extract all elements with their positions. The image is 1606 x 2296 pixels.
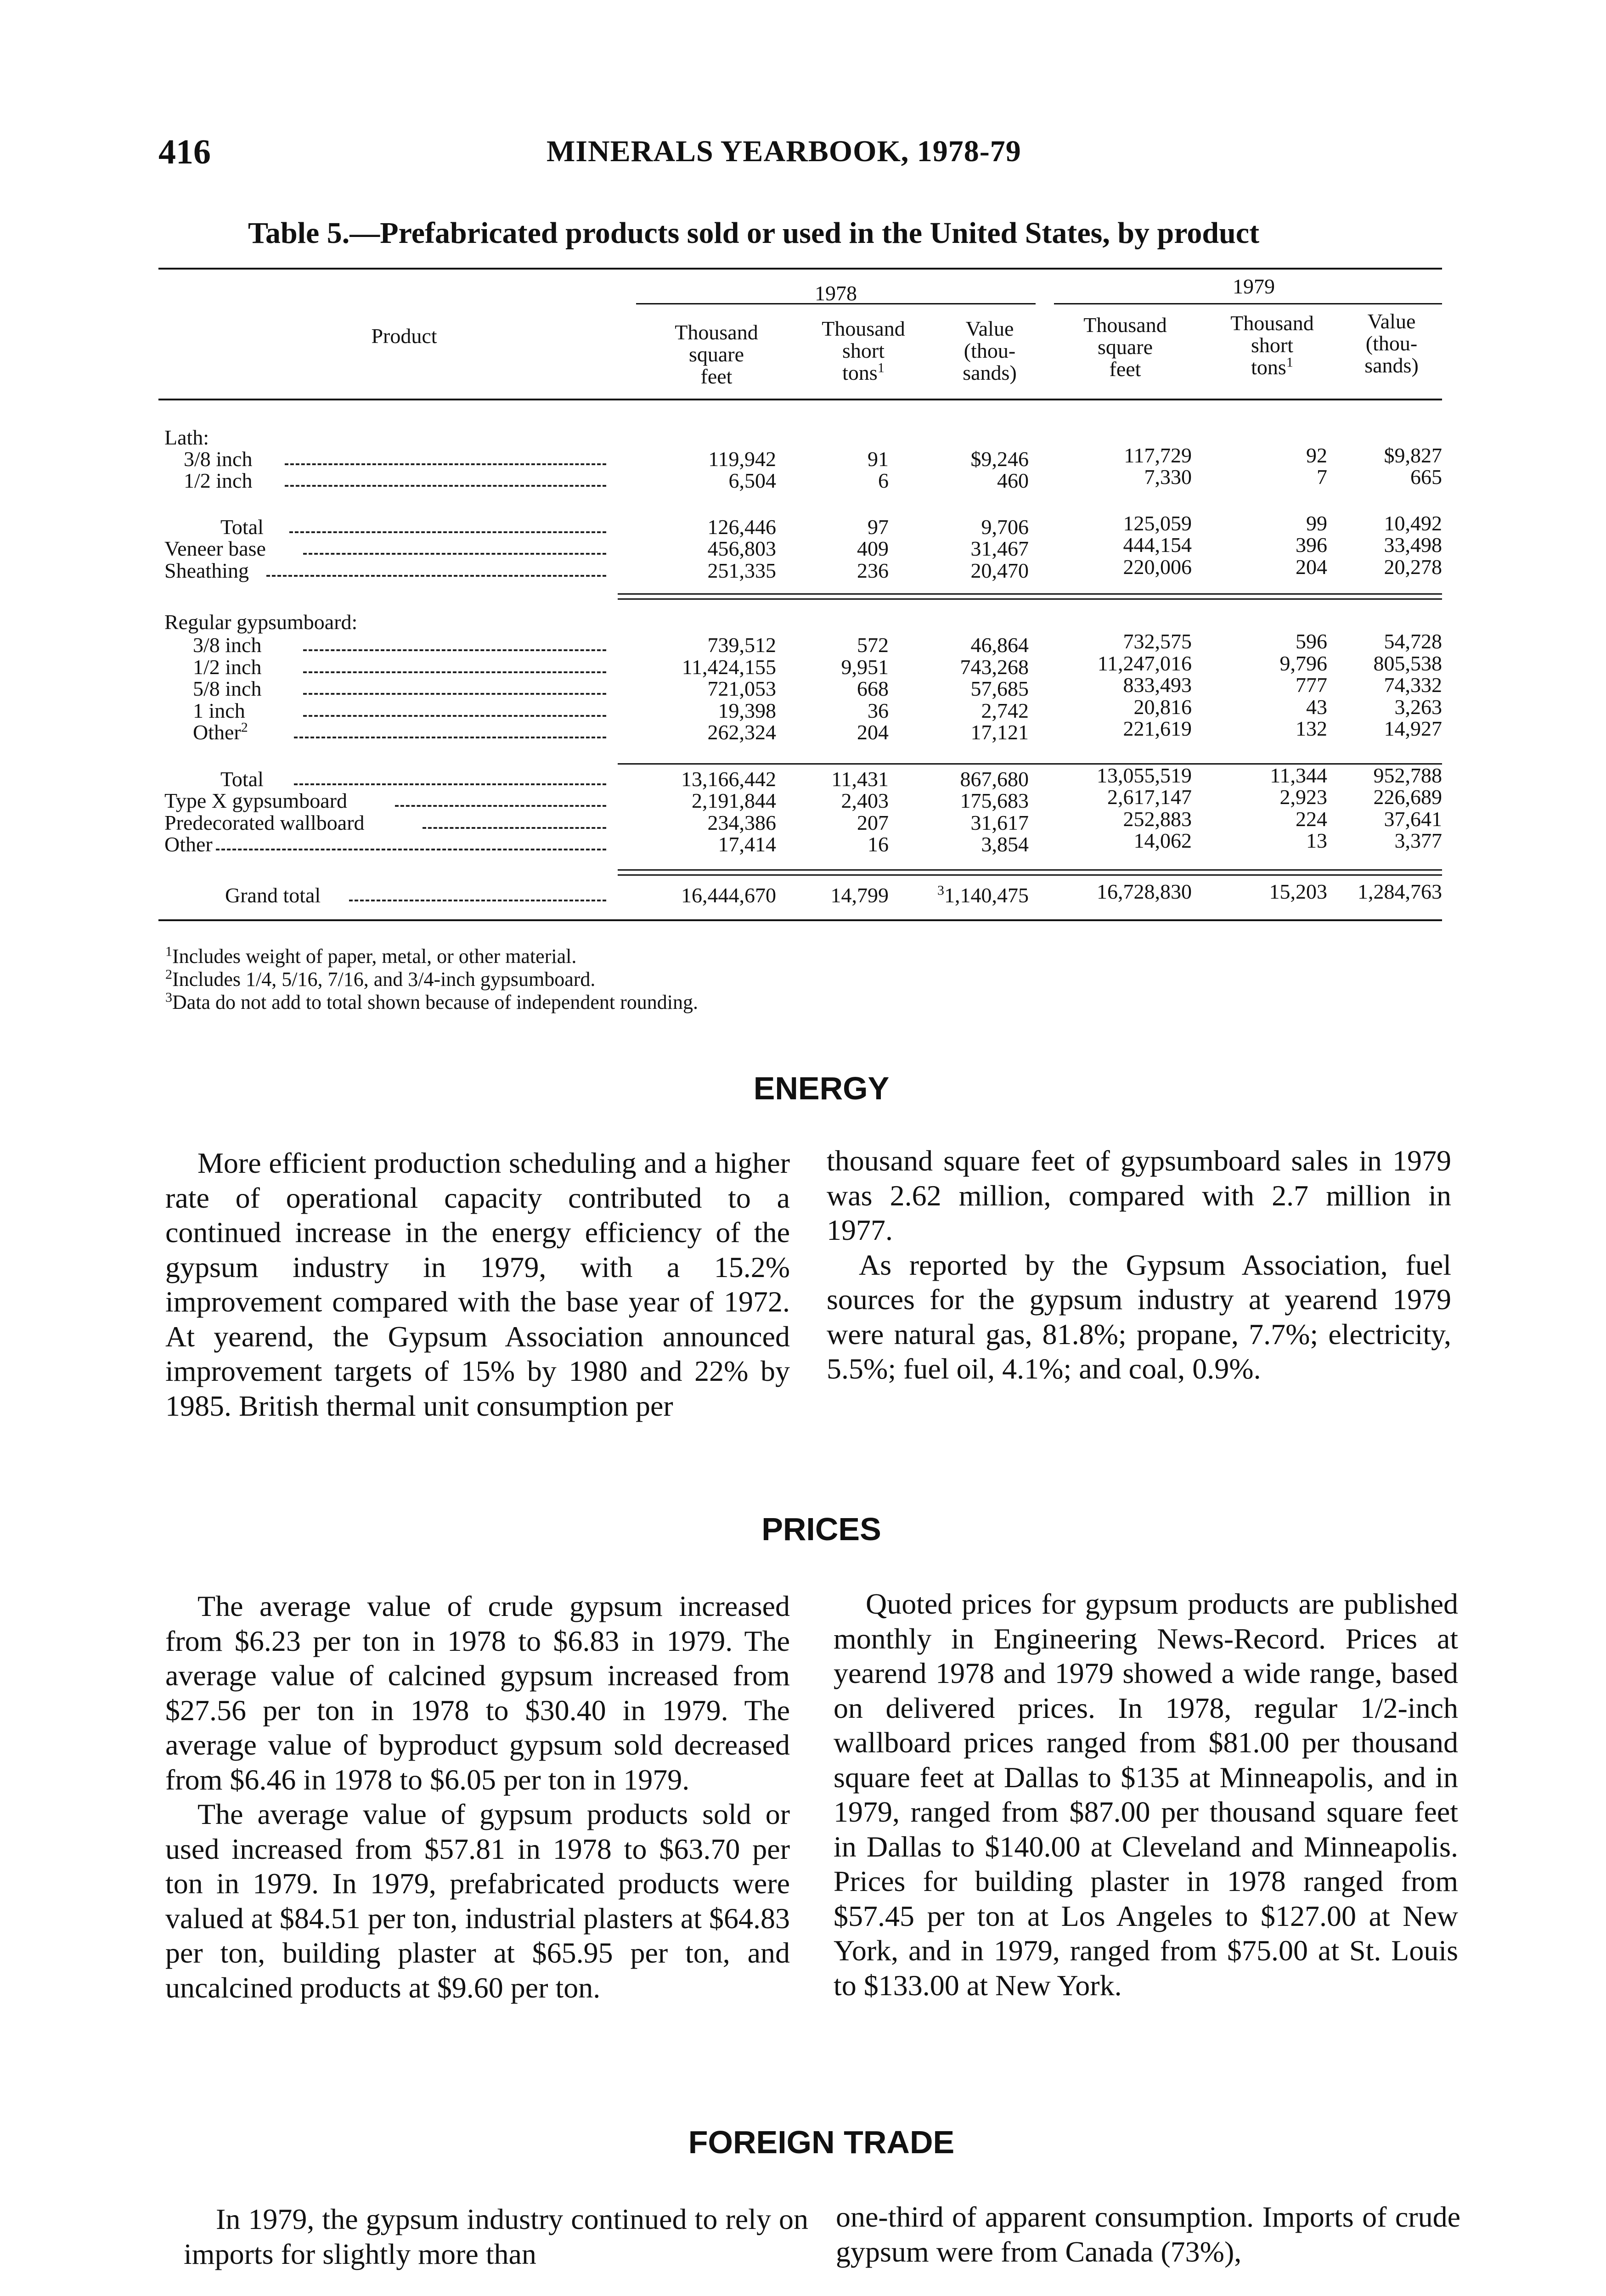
table-cell: 456,803 (707, 537, 776, 560)
prices-right-column (834, 1587, 1458, 2003)
table-cell: 668 (857, 677, 889, 700)
table-cell: 236 (857, 559, 889, 582)
table-cell: 175,683 (960, 789, 1029, 812)
table-cell: 2,617,147 (1107, 785, 1192, 809)
table-cell: 207 (857, 811, 889, 834)
table-cell: $9,827 (1384, 444, 1442, 467)
foreign-trade-right-column (836, 2200, 1460, 2269)
table-cell: 777 (1296, 673, 1327, 697)
foreign-trade-paragraph-2: one-third of apparent consumption. Imports of crude gypsum were from Canada (73%), (836, 2200, 1460, 2268)
row-label: Veneer base (164, 537, 266, 560)
table-cell: 396 (1296, 533, 1327, 557)
table-cell: 125,059 (1123, 512, 1192, 535)
table-cell: 97 (868, 515, 889, 539)
table-cell: 92 (1306, 444, 1327, 467)
table-cell: 11,344 (1270, 764, 1327, 787)
table-cell: $9,246 (970, 447, 1029, 471)
table-cell: 460 (997, 469, 1029, 492)
table-cell: 596 (1296, 630, 1327, 653)
section-rule-3 (618, 869, 1442, 871)
col-header-sqft-1979: Thousand square feet (1083, 313, 1167, 381)
leader-dots (423, 825, 606, 829)
section-rule-3b (618, 874, 1442, 876)
col-header-value-1979: Value (thou- sands) (1364, 310, 1419, 377)
table-cell: 221,619 (1123, 717, 1192, 740)
table-cell: 251,335 (707, 559, 776, 582)
table-cell: 14,062 (1133, 829, 1192, 852)
row-label: 3/8 inch (184, 447, 253, 471)
table-cell: 36 (868, 699, 889, 722)
footnote-3: $^3$Data do not add to total shown because of independent rounding. (165, 990, 698, 1013)
row-label: 3/8 inch (193, 633, 262, 657)
table-cell: 6,504 (728, 469, 776, 492)
table-cell: 11,431 (831, 767, 889, 791)
table-cell: 3,377 (1394, 829, 1442, 852)
table-cell: 16 (868, 833, 889, 856)
row-label: 1 inch (193, 699, 245, 722)
row-label: Total (220, 767, 264, 791)
table-cell: 37,641 (1384, 807, 1442, 831)
table-cell: 7,330 (1144, 465, 1192, 489)
table-cell: 2,403 (841, 789, 889, 812)
col-header-value-1978: Value (thou- sands) (963, 317, 1017, 384)
row-label: 1/2 inch (184, 469, 253, 492)
table-cell: 2,742 (981, 699, 1029, 722)
table-cell: 132 (1296, 717, 1327, 740)
table-cell: 952,788 (1373, 764, 1442, 787)
energy-paragraph-3: As reported by the Gypsum Association, fuel sources for the gypsum industry at yearend 1979 were natural gas, 81.8%; propane, 7.7%; electricity, 5.5%; fuel oil, 4.1%; and coal, 0.9%. (827, 1248, 1451, 1385)
col-header-tons-1979: Thousand short tons$^1$ (1230, 311, 1314, 379)
year-1979-rule (1054, 303, 1442, 304)
leader-dots (285, 483, 606, 487)
table-cell: 1,284,763 (1358, 880, 1442, 903)
table-cell: 57,685 (970, 677, 1029, 700)
footnote-1: $^1$Includes weight of paper, metal, or other material. (165, 944, 577, 968)
leader-dots (294, 782, 606, 785)
energy-heading: ENERGY (753, 1070, 890, 1106)
table-title: Table 5.—Prefabricated products sold or used in the United States, by product (248, 216, 1260, 250)
header-bottom-rule (158, 399, 1442, 400)
table-cell: 833,493 (1123, 673, 1192, 697)
table-cell: 11,424,155 (682, 655, 776, 679)
table-top-rule (158, 268, 1442, 270)
leader-dots (303, 647, 606, 651)
table-cell: 9,796 (1279, 652, 1327, 675)
table-cell: 220,006 (1123, 555, 1192, 579)
row-label: 5/8 inch (193, 677, 262, 700)
table-cell: 732,575 (1123, 630, 1192, 653)
energy-right-column (827, 1143, 1451, 1386)
table-cell: 119,942 (708, 447, 776, 471)
row-label: Other$^2$ (193, 720, 248, 744)
prices-left-column (165, 1589, 790, 2005)
table-cell: 262,324 (707, 720, 776, 744)
row-label: Sheathing (164, 559, 249, 582)
table-cell: 43 (1306, 695, 1327, 719)
prices-paragraph-1: The average value of crude gypsum increased from $6.23 per ton in 1978 to $6.83 in 1979. The average value of calcined gypsum increased from $27.56 per ton in 1978 to $30.40 in 1979. The average value of byproduct gypsum sold decreased from $6.46 in 1978 to $6.05 per ton in 1979. (165, 1590, 790, 1796)
table-cell: 867,680 (960, 767, 1029, 791)
table-cell: 7 (1317, 465, 1327, 489)
leader-dots (303, 691, 606, 695)
footnote-2: $^2$Includes 1/4, 5/16, 7/16, and 3/4-inch gypsumboard. (165, 967, 596, 990)
table-cell: 226,689 (1373, 785, 1442, 809)
table-cell: 3,263 (1394, 695, 1442, 719)
section-rule-1b (618, 598, 1442, 600)
table-cell: 54,728 (1384, 630, 1442, 653)
table-cell: 444,154 (1123, 533, 1192, 557)
table-cell: 572 (857, 633, 889, 657)
energy-left-column (165, 1146, 790, 1423)
leader-dots (395, 803, 606, 807)
leader-dots (303, 670, 606, 673)
table-cell: 739,512 (707, 633, 776, 657)
energy-paragraph-1: More efficient production scheduling and a higher rate of operational capacity contributed to a continued increase in the energy efficiency of the gypsum industry in 1979, with a 15.2% improvement compared with the base year of 1972. At yearend, the Gypsum Association announced improvement targets of 15% by 1980 and 22% by 1985. British thermal unit consumption per (165, 1147, 790, 1422)
prices-paragraph-2: The average value of gypsum products sold or used increased from $57.81 in 1978 to $63.70 per ton in 1979. In 1979, prefabricated products were valued at $84.51 per ton, industrial plasters at $64.83 per ton, building plaster at $65.95 per ton, and uncalcined products at $9.60 per ton. (165, 1798, 790, 2004)
product-header: Product (371, 324, 437, 348)
row-label: Grand total (225, 884, 321, 907)
leader-dots (289, 529, 606, 533)
table-cell: 805,538 (1373, 652, 1442, 675)
prices-paragraph-3: Quoted prices for gypsum products are published monthly in Engineering News-Record. Prices at yearend 1978 and 1979 showed a wide range, based on delivered prices. In 1978, regular 1/2-inch wallboard prices ranged from $81.00 per thousand square feet at Dallas to $135 at Minneapolis, and in 1979, ranged from $87.00 per thousand square feet in Dallas to $140.00 at Cleveland and Minneapolis. Prices for building plaster in 1978 ranged from $57.45 per ton at Los Angeles to $127.00 at New York, and in 1979, ranged from $75.00 at St. Louis to $133.00 at New York. (834, 1587, 1458, 2002)
table-cell: 252,883 (1123, 807, 1192, 831)
table-cell: 204 (857, 720, 889, 744)
table-cell: 234,386 (707, 811, 776, 834)
table-cell: 2,191,844 (692, 789, 776, 812)
running-title: MINERALS YEARBOOK, 1978-79 (547, 135, 1021, 168)
table-cell: 224 (1296, 807, 1327, 831)
col-header-sqft-1978: Thousand square feet (675, 321, 758, 388)
table-cell: 11,247,016 (1097, 652, 1192, 675)
table-cell: 409 (857, 537, 889, 560)
leader-dots (303, 713, 606, 717)
year-1978-header: 1978 (815, 281, 857, 305)
leader-dots (216, 847, 606, 850)
leader-dots (285, 461, 606, 465)
foreign-trade-left-column (184, 2202, 808, 2271)
table-cell: 13,055,519 (1097, 764, 1192, 787)
table-cell: 126,446 (707, 515, 776, 539)
table-cell: 74,332 (1384, 673, 1442, 697)
table-cell: 16,728,830 (1097, 880, 1192, 903)
table-cell: 91 (868, 447, 889, 471)
table-cell: 33,498 (1384, 533, 1442, 557)
leader-dots (266, 573, 606, 577)
leader-dots (349, 898, 606, 901)
prices-heading: PRICES (761, 1511, 881, 1547)
table-cell: 15,203 (1269, 880, 1327, 903)
table-cell: 46,864 (970, 633, 1029, 657)
table-cell: 743,268 (960, 655, 1029, 679)
table-cell: 117,729 (1124, 444, 1192, 467)
row-label: 1/2 inch (193, 655, 262, 679)
row-label: Type X gypsumboard (164, 789, 347, 812)
table-cell: 20,470 (970, 559, 1029, 582)
table-cell: 13,166,442 (681, 767, 776, 791)
table-cell: 17,414 (718, 833, 776, 856)
table-cell: 6 (878, 469, 889, 492)
col-header-tons-1978: Thousand short tons$^1$ (822, 317, 905, 384)
table-cell: 16,444,670 (681, 884, 776, 907)
row-label: Total (220, 515, 264, 539)
table-cell: 9,706 (981, 515, 1029, 539)
page-number: 416 (158, 133, 211, 171)
lath-heading: Lath: (164, 426, 209, 449)
table-cell: 13 (1306, 829, 1327, 852)
table-cell: 17,121 (970, 720, 1029, 744)
table-cell: 721,053 (707, 677, 776, 700)
table-cell: 20,278 (1384, 555, 1442, 579)
table-cell: 204 (1296, 555, 1327, 579)
table-cell: 99 (1306, 512, 1327, 535)
table-cell: 3,854 (981, 833, 1029, 856)
foreign-trade-paragraph-1: In 1979, the gypsum industry continued to rely on imports for slightly more than (184, 2203, 808, 2270)
table-cell: 14,799 (830, 884, 889, 907)
regular-gypsumboard-heading: Regular gypsumboard: (164, 610, 358, 634)
table-bottom-rule (158, 919, 1442, 921)
table-cell: 9,951 (841, 655, 889, 679)
table-cell: 20,816 (1133, 695, 1192, 719)
row-label: Predecorated wallboard (164, 811, 365, 834)
table-cell: 31,617 (970, 811, 1029, 834)
table-cell: 31,467 (970, 537, 1029, 560)
table-cell: 14,927 (1384, 717, 1442, 740)
leader-dots (303, 551, 606, 555)
leader-dots (294, 735, 606, 738)
table-cell: 19,398 (718, 699, 776, 722)
table-cell: 2,923 (1279, 785, 1327, 809)
row-label: Other (164, 833, 213, 856)
table-cell: 665 (1410, 465, 1442, 489)
section-rule-1 (618, 593, 1442, 595)
table-cell: 10,492 (1384, 512, 1442, 535)
energy-paragraph-2: thousand square feet of gypsumboard sales in 1979 was 2.62 million, compared with 2.7 million in 1977. (827, 1144, 1451, 1246)
table-cell: $^3$1,140,475 (937, 883, 1029, 907)
year-1979-header: 1979 (1233, 275, 1275, 298)
foreign-trade-heading: FOREIGN TRADE (688, 2124, 955, 2160)
